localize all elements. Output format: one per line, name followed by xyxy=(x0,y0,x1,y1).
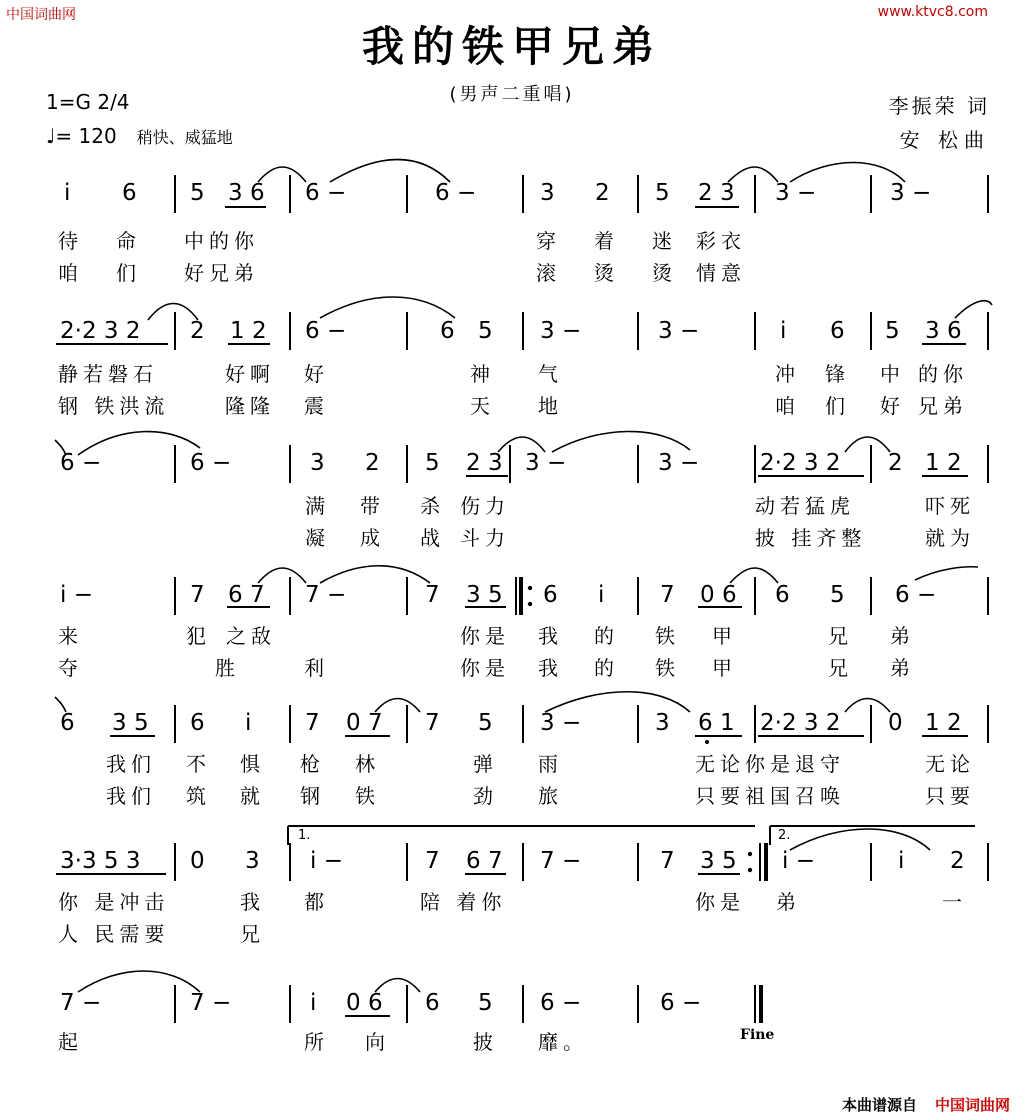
lyric: 凝 xyxy=(305,526,330,550)
lyric: 烫 xyxy=(652,261,677,285)
note: 2·2 3 2 xyxy=(760,450,841,476)
lyric: 好 xyxy=(304,362,329,386)
lyric: 弟 xyxy=(890,656,915,680)
lyric: 成 xyxy=(360,526,385,550)
lyric: 斗力 xyxy=(460,526,510,550)
lyric: 静若磐石 xyxy=(58,362,158,386)
note: i − xyxy=(782,848,815,874)
lyric: 滚 xyxy=(536,261,561,285)
note: 3 6 xyxy=(228,180,265,206)
note: 6 − xyxy=(60,450,102,476)
lyric: 就 xyxy=(240,784,265,808)
lyric: 好兄弟 xyxy=(184,261,259,285)
lyric: 就为 xyxy=(925,526,975,550)
note: 7 xyxy=(660,848,675,874)
lyric: 靡。 xyxy=(538,1030,588,1054)
lyric: 兄 xyxy=(240,922,265,946)
lyric: 们 xyxy=(825,394,850,418)
note: 5 xyxy=(190,180,205,206)
note: 3 − xyxy=(775,180,817,206)
note: 6 xyxy=(60,710,75,736)
row4-barlines xyxy=(175,577,988,615)
lyric: 的 xyxy=(594,656,619,680)
lyric: 地 xyxy=(538,394,563,418)
lyric: 气 xyxy=(538,362,563,386)
lyric: 甲 xyxy=(712,624,737,648)
lyric: 好 xyxy=(880,394,905,418)
lyric: 好啊 xyxy=(225,362,275,386)
note: 3 5 xyxy=(112,710,149,736)
lyric: 铁 xyxy=(655,624,680,648)
site-watermark-right[interactable]: www.ktvc8.com xyxy=(877,4,988,20)
note: 6 − xyxy=(435,180,477,206)
note: i xyxy=(310,990,317,1016)
lyric: 咱 xyxy=(775,394,800,418)
lyric: 震 xyxy=(304,394,329,418)
lyric: 铁 xyxy=(355,784,380,808)
note: 3 xyxy=(540,180,555,206)
note: 6 − xyxy=(305,180,347,206)
note: 6 7 xyxy=(228,582,265,608)
row1-barlines xyxy=(175,175,988,213)
note: i xyxy=(780,318,787,344)
row3-barlines xyxy=(175,445,988,483)
note: 2 3 xyxy=(698,180,735,206)
lyric: 铁 xyxy=(655,656,680,680)
note: 6 xyxy=(543,582,558,608)
lyric: 吓死 xyxy=(925,494,975,518)
tempo-mark: 稍快、威猛地 xyxy=(136,128,233,147)
lyric: 林 xyxy=(355,752,380,776)
note: 6 − xyxy=(540,990,582,1016)
lyric: 穿 xyxy=(536,229,561,253)
volta-first: 1. xyxy=(298,828,311,843)
lyric: 兄 xyxy=(828,656,853,680)
lyric: 弟 xyxy=(776,890,801,914)
lyric: 你 是冲击 xyxy=(58,890,170,914)
note: 3 6 xyxy=(925,318,962,344)
lyric: 无论你是退守 xyxy=(695,752,845,776)
lyric: 兄弟 xyxy=(918,394,968,418)
note: 5 xyxy=(478,710,493,736)
note: 6 − xyxy=(305,318,347,344)
lyric: 的 xyxy=(594,624,619,648)
lyric: 一 xyxy=(942,890,967,914)
key-signature: 1=G 2/4 xyxy=(46,90,130,114)
lyric: 劲 xyxy=(473,784,498,808)
note: 7 xyxy=(660,582,675,608)
note: 2 3 xyxy=(466,450,503,476)
note: 3 5 xyxy=(466,582,503,608)
song-subtitle: (男声二重唱) xyxy=(449,84,575,105)
note: 3 xyxy=(245,848,260,874)
note: 2·2 3 2 xyxy=(60,318,141,344)
lyric: 无论 xyxy=(925,752,975,776)
note: 2 xyxy=(365,450,380,476)
note: 7 xyxy=(305,710,320,736)
note: i xyxy=(245,710,252,736)
lyric: 利 xyxy=(304,656,329,680)
lyric: 来 xyxy=(58,624,83,648)
row6-barlines xyxy=(175,843,988,881)
note: 1 2 xyxy=(230,318,267,344)
note: 3 − xyxy=(540,318,582,344)
note: 6 7 xyxy=(466,848,503,874)
note: 5 xyxy=(425,450,440,476)
note: 3·3 5 3 xyxy=(60,848,141,874)
song-title: 我的铁甲兄弟 xyxy=(361,22,662,71)
lyric: 满 xyxy=(305,494,330,518)
note: 2·2 3 2 xyxy=(760,710,841,736)
note: 2 xyxy=(595,180,610,206)
note: 6 − xyxy=(660,990,702,1016)
note: 3 xyxy=(310,450,325,476)
lyric: 你是 xyxy=(695,890,745,914)
note: 3 − xyxy=(525,450,567,476)
note: 2 xyxy=(950,848,965,874)
note: 3 − xyxy=(890,180,932,206)
lyric: 兄 xyxy=(828,624,853,648)
note: 6 − xyxy=(895,582,937,608)
lyric: 夺 xyxy=(58,656,83,680)
note: 2 xyxy=(190,318,205,344)
lyric: 杀 xyxy=(420,494,445,518)
source-site[interactable]: 中国词曲网 xyxy=(934,1096,1010,1114)
lyric: 动若猛虎 xyxy=(755,494,855,518)
site-watermark-left: 中国词曲网 xyxy=(6,7,76,23)
lyric: 带 xyxy=(360,494,385,518)
lyric: 人 民需要 xyxy=(58,922,170,946)
note: 0 xyxy=(888,710,903,736)
note: 7 − xyxy=(540,848,582,874)
lyric: 雨 xyxy=(538,752,563,776)
lyric: 钢 xyxy=(300,784,325,808)
lyric: 不 xyxy=(186,752,211,776)
note: 5 xyxy=(885,318,900,344)
lyric: 伤力 xyxy=(460,494,510,518)
note: 3 − xyxy=(540,710,582,736)
lyric: 咱 xyxy=(58,261,83,285)
lyric: 命 xyxy=(116,229,141,253)
lyric: 我们 xyxy=(106,784,156,808)
note: 7 − xyxy=(190,990,232,1016)
row5-barlines xyxy=(175,705,988,743)
note: 5 xyxy=(830,582,845,608)
note: 6 xyxy=(190,710,205,736)
lyric: 你是 xyxy=(460,656,510,680)
tempo xyxy=(46,124,233,148)
note: 6 1 xyxy=(698,710,735,736)
note: 6 xyxy=(830,318,845,344)
volta-second: 2. xyxy=(778,828,791,843)
fine-marking: Fine xyxy=(740,1027,775,1043)
lyric: 着 xyxy=(594,229,619,253)
note: 7 xyxy=(425,710,440,736)
lyric: 向 xyxy=(365,1030,390,1054)
lyric: 中的你 xyxy=(184,229,259,253)
note: 5 xyxy=(655,180,670,206)
lyric: 中 xyxy=(880,362,905,386)
lyric: 的你 xyxy=(918,362,968,386)
lyric: 惧 xyxy=(240,752,265,776)
lyric: 弹 xyxy=(473,752,498,776)
lyric: 钢 铁洪流 xyxy=(58,394,170,418)
note: 6 xyxy=(425,990,440,1016)
lyric: 天 xyxy=(470,394,495,418)
tempo-value: ♩= 120 xyxy=(46,124,117,148)
lyric: 旅 xyxy=(538,784,563,808)
lyric: 待 xyxy=(58,229,83,253)
lyric: 犯 xyxy=(186,624,211,648)
lyric: 战 xyxy=(420,526,445,550)
source-label: 本曲谱源自 xyxy=(841,1096,917,1114)
lyricist-credit: 李振荣 词 xyxy=(888,94,990,118)
lyric: 迷 xyxy=(652,229,677,253)
note: 0 xyxy=(190,848,205,874)
note: 7 − xyxy=(305,582,347,608)
note: 6 xyxy=(775,582,790,608)
note: 6 xyxy=(440,318,455,344)
note: 7 xyxy=(425,848,440,874)
lyric: 甲 xyxy=(712,656,737,680)
lyric: 锋 xyxy=(825,362,850,386)
lyric: 披 xyxy=(473,1030,498,1054)
lyric: 神 xyxy=(470,362,495,386)
note: 0 6 xyxy=(346,990,383,1016)
note: i xyxy=(598,582,605,608)
note: 2 xyxy=(888,450,903,476)
note: i xyxy=(64,180,71,206)
lyric: 我 xyxy=(240,890,265,914)
lyric: 弟 xyxy=(890,624,915,648)
lyric: 彩衣 xyxy=(696,229,746,253)
lyric: 披 挂齐整 xyxy=(755,526,867,550)
lyric: 我 xyxy=(538,656,563,680)
lyric: 我们 xyxy=(106,752,156,776)
note: 1 2 xyxy=(925,450,962,476)
lyric: 只要祖国召唤 xyxy=(695,784,845,808)
note: 5 xyxy=(478,990,493,1016)
note: 6 − xyxy=(190,450,232,476)
note: 1 2 xyxy=(925,710,962,736)
lyric: 胜 xyxy=(215,656,240,680)
note: 7 − xyxy=(60,990,102,1016)
lyric: 所 xyxy=(304,1030,329,1054)
lyric: 冲 xyxy=(775,362,800,386)
note: 7 xyxy=(425,582,440,608)
lyric: 陪 着你 xyxy=(420,890,507,914)
lyric: 只要 xyxy=(925,784,975,808)
note: 0 6 xyxy=(700,582,737,608)
lyric: 筑 xyxy=(186,784,211,808)
source-footer xyxy=(842,1094,1010,1115)
note: 3 5 xyxy=(700,848,737,874)
lyric: 隆隆 xyxy=(225,394,275,418)
note: 3 xyxy=(655,710,670,736)
note: 3 − xyxy=(658,450,700,476)
lyric: 都 xyxy=(304,890,329,914)
lyric: 枪 xyxy=(300,752,325,776)
note: 5 xyxy=(478,318,493,344)
lyric: 们 xyxy=(116,261,141,285)
lyric: 起 xyxy=(58,1030,83,1054)
composer-credit: 安 松曲 xyxy=(899,128,990,152)
note: 7 xyxy=(190,582,205,608)
note: 0 7 xyxy=(346,710,383,736)
lyric: 你是 xyxy=(460,624,510,648)
note: i − xyxy=(60,582,93,608)
lyric: 之敌 xyxy=(226,624,276,648)
note: i xyxy=(898,848,905,874)
note: 6 xyxy=(122,180,137,206)
lyric: 我 xyxy=(538,624,563,648)
row2-barlines xyxy=(175,312,988,350)
lyric: 烫 xyxy=(594,261,619,285)
note: 3 − xyxy=(658,318,700,344)
note: i − xyxy=(310,848,343,874)
lyric: 情意 xyxy=(696,261,746,285)
